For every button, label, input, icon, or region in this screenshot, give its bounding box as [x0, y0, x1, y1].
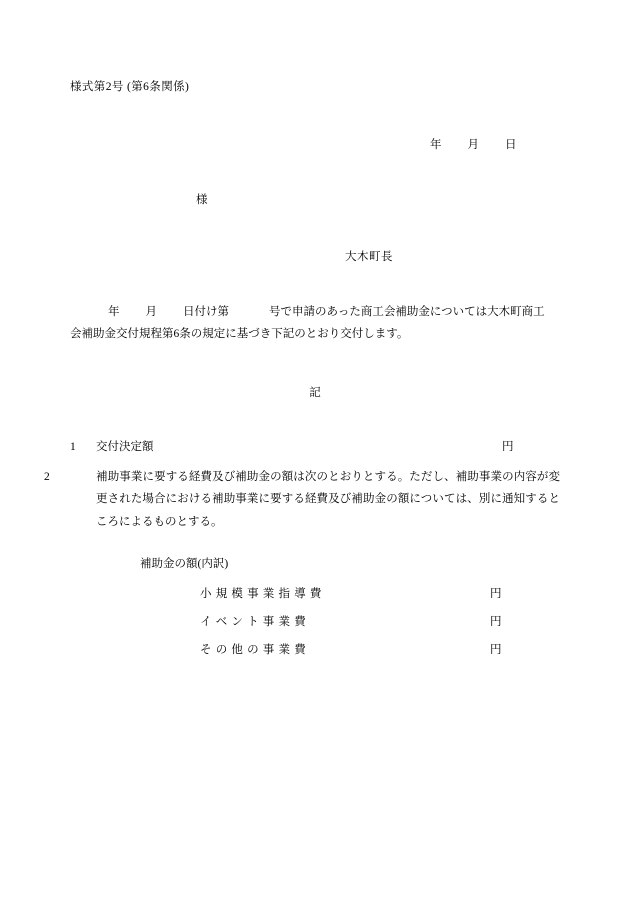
date-day-label: 日: [505, 139, 517, 151]
breakdown-row: [0, 641, 630, 669]
item-2-number: 2: [44, 471, 50, 483]
item-2-text: 補助事業に要する経費及び補助金の額は次のとおりとする。ただし、補助事業の内容が変更された場合における補助事業に要する経費及び補助金の額については、別に通知するところによるものとする。: [96, 471, 560, 528]
breakdown-title: 補助金の額(内訳): [140, 558, 229, 570]
body-line1-tail: 号で申請のあった商工会補助金については大木町商工: [269, 306, 545, 318]
body-date-number-label: 日付け第: [183, 306, 229, 318]
breakdown-row-unit: 円: [490, 588, 502, 600]
item-1-label: 交付決定額: [96, 441, 154, 453]
date-month-label: 月: [467, 139, 479, 151]
addressee-line: 様: [196, 194, 208, 206]
body-paragraph: [70, 301, 560, 346]
ki-heading: 記: [309, 387, 321, 399]
breakdown-row-unit: 円: [490, 644, 502, 656]
breakdown-row: [0, 585, 630, 613]
breakdown-row: [0, 613, 630, 641]
breakdown-row-label: その他の事業費: [200, 644, 310, 656]
body-year-label: 年: [108, 306, 120, 318]
item-2: [44, 466, 560, 533]
date-line: [430, 136, 517, 152]
body-line2: 会補助金交付規程第6条の規定に基づき下記のとおり交付します。: [70, 328, 409, 341]
item-1-number: 1: [70, 441, 76, 453]
body-month-label: 月: [145, 306, 157, 318]
item-1: [70, 438, 560, 454]
issuer-name: 大木町長: [345, 251, 393, 263]
date-year-label: 年: [430, 139, 442, 151]
breakdown-row-label: イベント事業費: [200, 616, 310, 628]
form-number: 様式第2号 (第6条関係): [70, 81, 190, 93]
breakdown-row-unit: 円: [490, 616, 502, 628]
breakdown-list: [0, 585, 630, 669]
breakdown-row-label: 小規模事業指導費: [200, 588, 326, 600]
item-1-unit: 円: [502, 441, 514, 453]
